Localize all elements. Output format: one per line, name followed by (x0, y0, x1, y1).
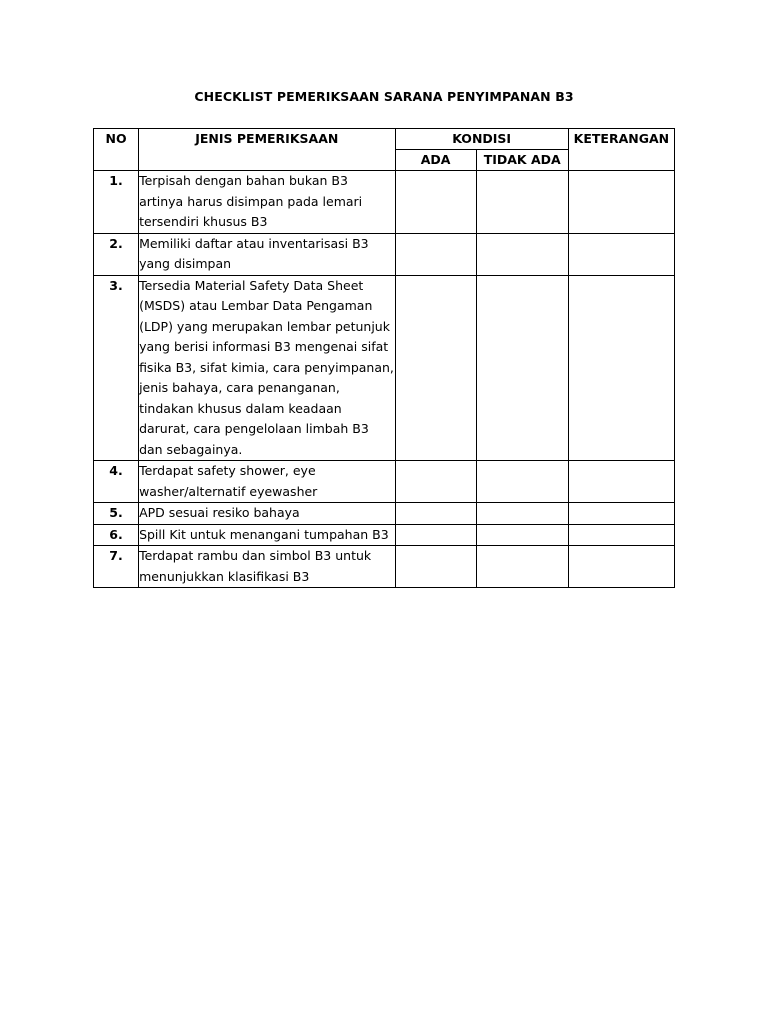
header-jenis-pemeriksaan: JENIS PEMERIKSAAN (139, 129, 395, 171)
row-number: 7. (94, 546, 139, 588)
table-row (94, 503, 675, 525)
table-row (94, 546, 675, 588)
header-row-top (94, 129, 675, 150)
ada-cell[interactable] (395, 461, 476, 503)
row-item-text: Terpisah dengan bahan bukan B3 artinya harus disimpan pada lemari tersendiri khusus B3 (139, 171, 395, 234)
header-no: NO (94, 129, 139, 171)
table-row (94, 524, 675, 546)
ada-cell[interactable] (395, 546, 476, 588)
row-item-text: Terdapat safety shower, eye washer/alternatif eyewasher (139, 461, 395, 503)
header-tidak-ada: TIDAK ADA (476, 150, 568, 171)
row-number: 5. (94, 503, 139, 525)
header-keterangan: KETERANGAN (568, 129, 674, 171)
table-row (94, 233, 675, 275)
header-ada: ADA (395, 150, 476, 171)
row-number: 4. (94, 461, 139, 503)
keterangan-cell[interactable] (568, 461, 674, 503)
row-item-text: Memiliki daftar atau inventarisasi B3 yang disimpan (139, 233, 395, 275)
tidak-ada-cell[interactable] (476, 503, 568, 525)
tidak-ada-cell[interactable] (476, 233, 568, 275)
document-title: CHECKLIST PEMERIKSAAN SARANA PENYIMPANAN B3 (194, 89, 574, 104)
row-number: 2. (94, 233, 139, 275)
row-item-text: Spill Kit untuk menangani tumpahan B3 (139, 524, 395, 546)
header-kondisi: KONDISI (395, 129, 568, 150)
keterangan-cell[interactable] (568, 275, 674, 461)
ada-cell[interactable] (395, 524, 476, 546)
row-number: 6. (94, 524, 139, 546)
ada-cell[interactable] (395, 275, 476, 461)
row-item-text: APD sesuai resiko bahaya (139, 503, 395, 525)
tidak-ada-cell[interactable] (476, 275, 568, 461)
keterangan-cell[interactable] (568, 233, 674, 275)
row-number: 3. (94, 275, 139, 461)
checklist-table (93, 128, 675, 588)
ada-cell[interactable] (395, 503, 476, 525)
tidak-ada-cell[interactable] (476, 171, 568, 234)
table-row (94, 461, 675, 503)
keterangan-cell[interactable] (568, 546, 674, 588)
row-number: 1. (94, 171, 139, 234)
checklist-body (94, 171, 675, 588)
table-row (94, 171, 675, 234)
table-row (94, 275, 675, 461)
keterangan-cell[interactable] (568, 171, 674, 234)
checklist-header (94, 129, 675, 171)
tidak-ada-cell[interactable] (476, 546, 568, 588)
tidak-ada-cell[interactable] (476, 524, 568, 546)
row-item-text: Tersedia Material Safety Data Sheet (MSDS) atau Lembar Data Pengaman (LDP) yang merupakan lembar petunjuk yang berisi informasi B3 mengenai sifat fisika B3, sifat kimia, cara penyimpanan, jenis bahaya, cara penanganan, tindakan khusus dalam keadaan darurat, cara pengelolaan limbah B3 dan sebagainya. (139, 275, 395, 461)
tidak-ada-cell[interactable] (476, 461, 568, 503)
ada-cell[interactable] (395, 171, 476, 234)
keterangan-cell[interactable] (568, 524, 674, 546)
ada-cell[interactable] (395, 233, 476, 275)
row-item-text: Terdapat rambu dan simbol B3 untuk menunjukkan klasifikasi B3 (139, 546, 395, 588)
keterangan-cell[interactable] (568, 503, 674, 525)
